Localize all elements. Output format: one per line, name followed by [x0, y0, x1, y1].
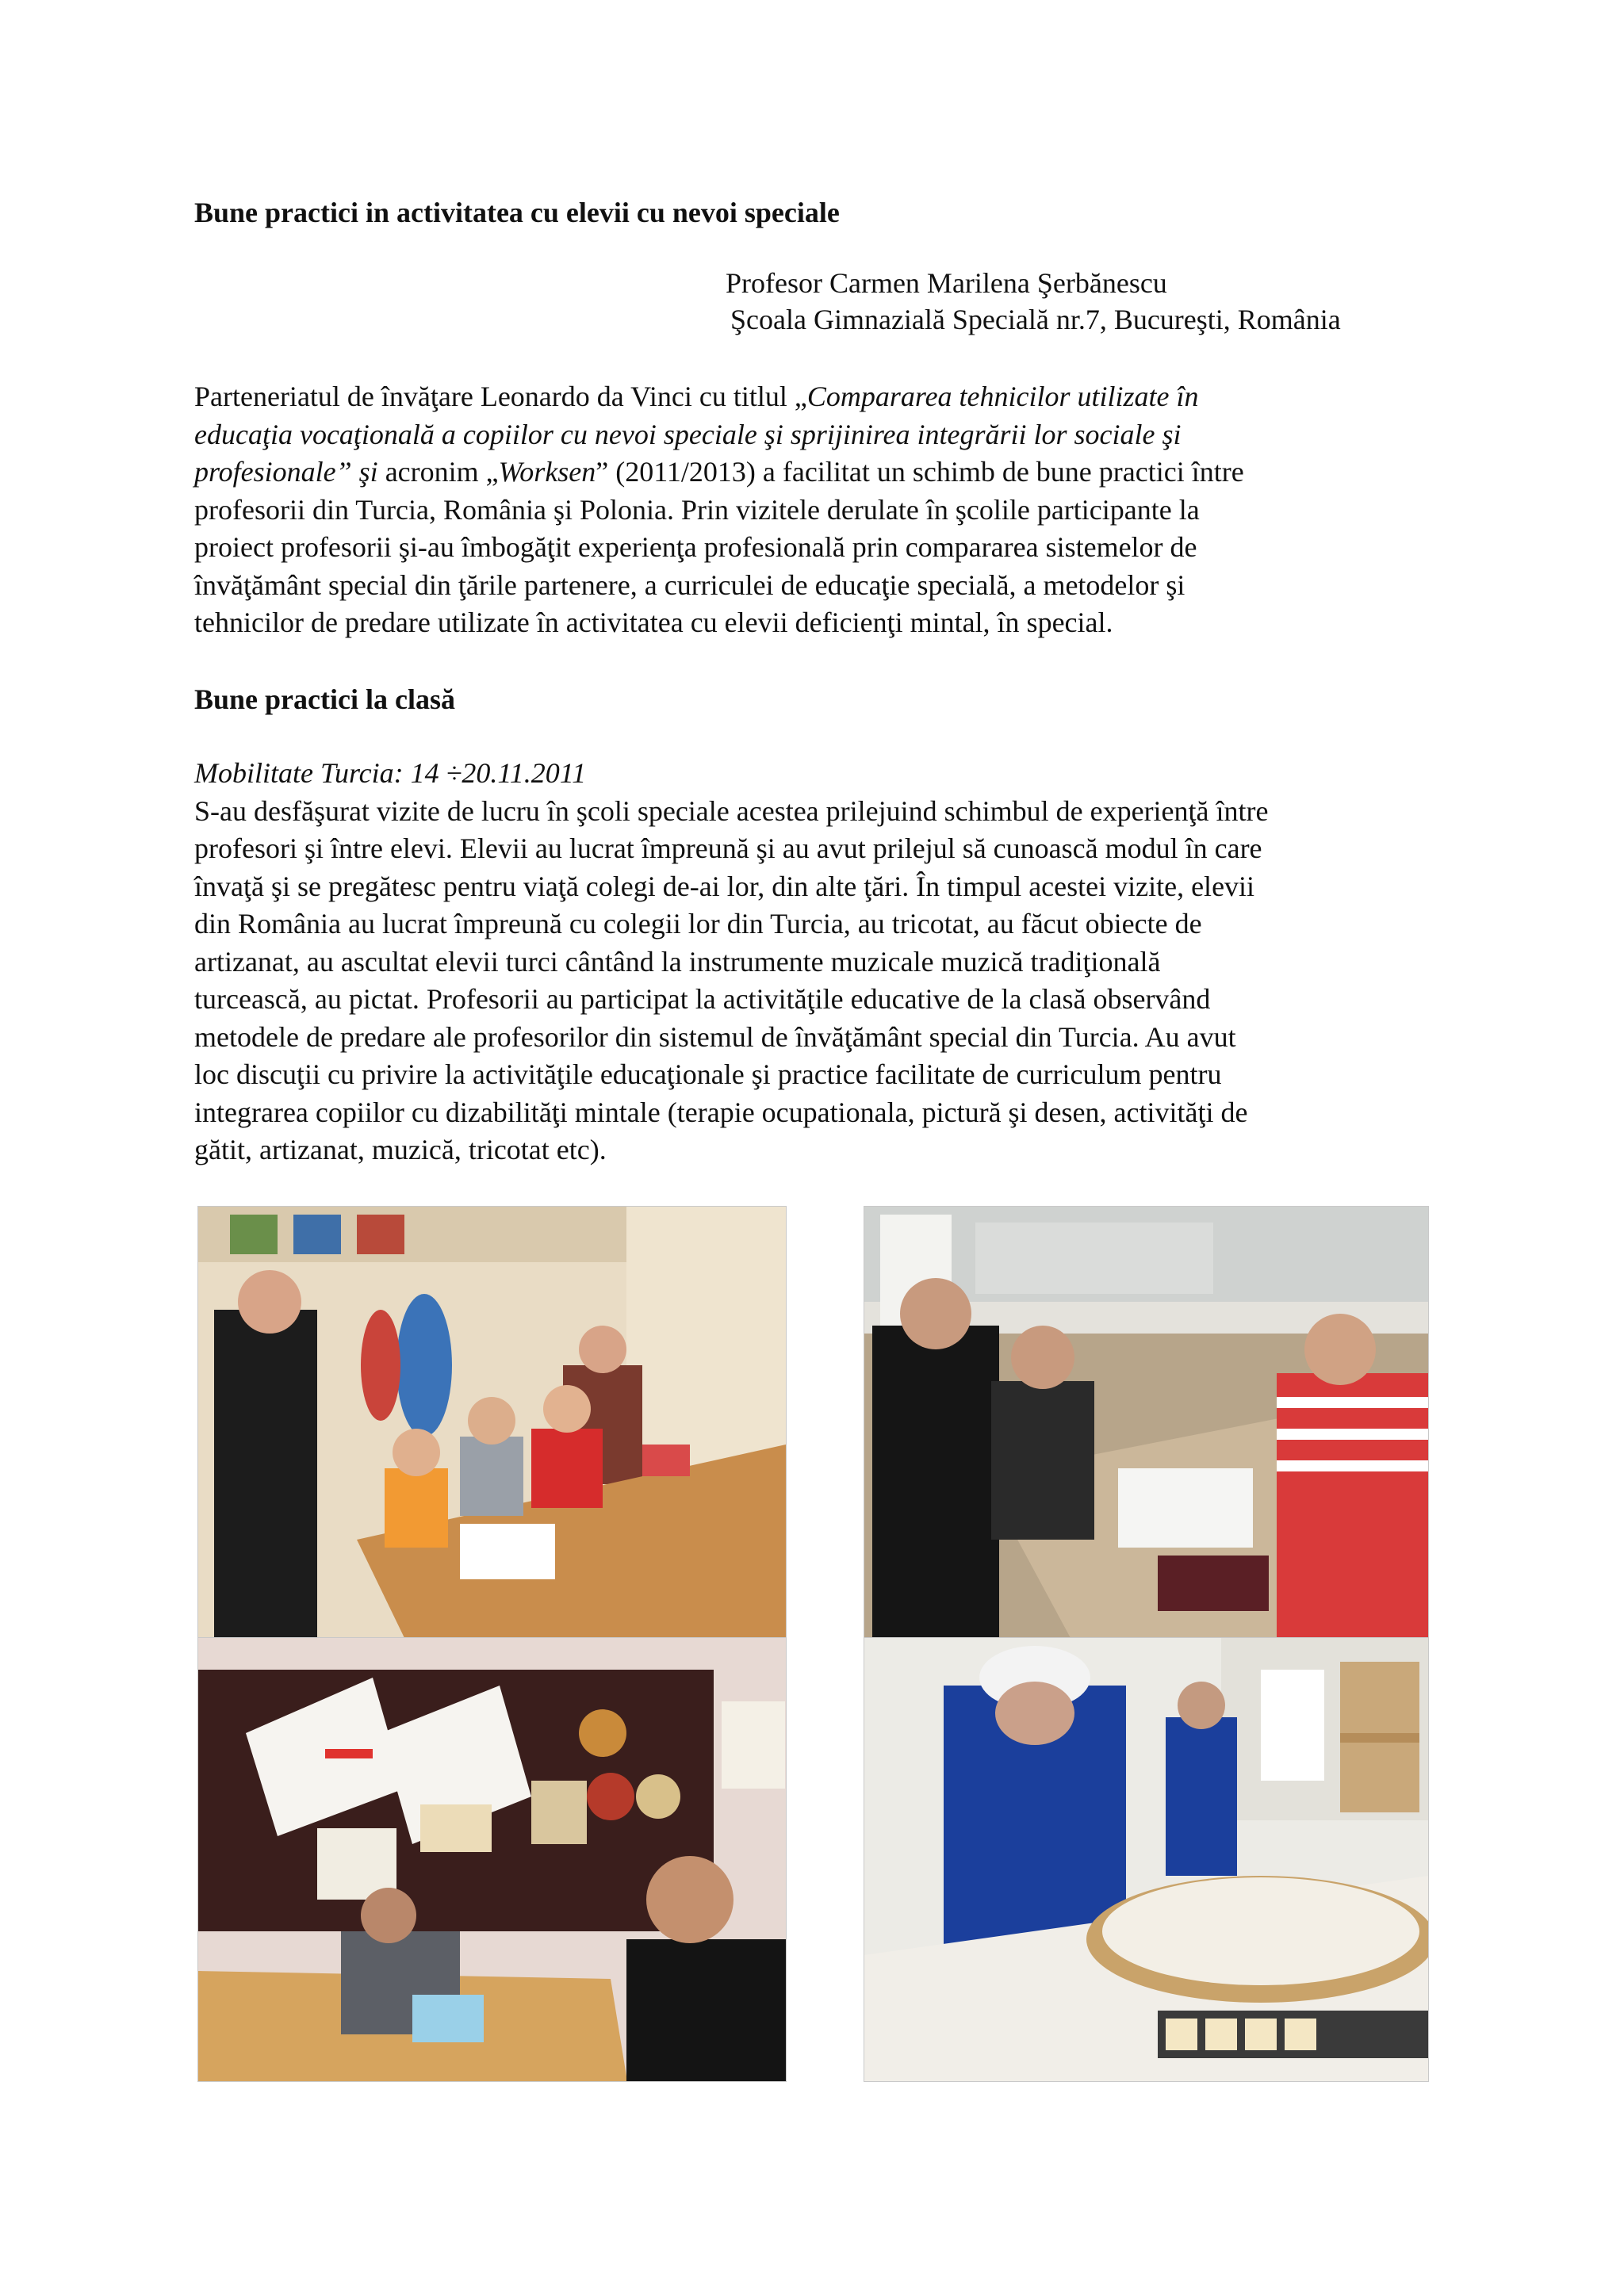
mobility-title: Mobilitate Turcia: 14 ÷20.11.2011 — [194, 757, 587, 789]
intro-line: învăţământ special din ţările partenere, a curriculei de educaţie specială, a metodelor şi — [194, 568, 1185, 601]
photo-students-tables — [864, 1206, 1429, 1639]
intro-line: profesorii din Turcia, România şi Polonia. Prin vizitele derulate în şcolile participante la — [194, 493, 1200, 526]
photo-cooking-activity — [864, 1637, 1429, 2082]
intro-line: Parteneriatul de învăţare Leonardo da Vinci cu titlul „Compararea tehnicilor utilizate în — [194, 381, 1199, 412]
mobility-line: S-au desfăşurat vizite de lucru în şcoli speciale acestea prilejuind schimbul de experienţă între — [194, 794, 1269, 827]
mobility-line: gătit, artizanat, muzică, tricotat etc). — [194, 1134, 607, 1165]
intro-line: proiect profesorii şi-au îmbogăţit experienţa profesională prin compararea sistemelor de — [194, 531, 1197, 563]
section-heading: Bune practici la clasă — [194, 683, 455, 715]
mobility-paragraph — [194, 755, 1463, 1169]
mobility-line: metodele de predare ale profesorilor din sistemul de învăţământ special din Turcia. Au avut — [194, 1020, 1236, 1053]
intro-paragraph — [194, 378, 1463, 642]
mobility-line: integrarea copiilor cu dizabilităţi mintale (terapie ocupationala, pictură şi desen, activităţi de — [194, 1096, 1248, 1128]
mobility-line: artizanat, au ascultat elevii turci cântând la instrumente muzicale muzică tradiţională — [194, 945, 1161, 978]
document-title: Bune practici in activitatea cu elevii cu nevoi speciale — [194, 197, 840, 228]
intro-line: educaţia vocaţională a copiilor cu nevoi speciale şi sprijinirea integrării lor sociale şi — [194, 418, 1182, 450]
intro-line: tehnicilor de predare utilizate în activitatea cu elevii deficienţi mintal, în special. — [194, 607, 1113, 638]
mobility-line: din România au lucrat împreună cu colegii lor din Turcia, au tricotat, au făcut obiecte de — [194, 908, 1202, 939]
photo-classroom-crafts — [197, 1206, 787, 1639]
mobility-line: profesori şi între elevi. Elevii au lucrat împreună şi au avut prilejul să cunoască modul în care — [194, 832, 1262, 864]
mobility-line: învaţă şi se pregătesc pentru viaţă colegi de-ai lor, din alte ţări. În timpul acestei vizite, elevii — [194, 870, 1255, 902]
author-name: Profesor Carmen Marilena Şerbănescu — [726, 267, 1167, 299]
mobility-line: loc discuţii cu privire la activităţile educaţionale şi practice facilitate de curriculum pentru — [194, 1058, 1222, 1090]
intro-line: profesionale” şi acronim „Worksen” (2011/2013) a facilitat un schimb de bune practici între — [194, 456, 1244, 488]
mobility-line: turcească, au pictat. Profesorii au participat la activităţile educative de la clasă observând — [194, 983, 1211, 1015]
photo-crafts-display — [197, 1637, 787, 2082]
author-school: Şcoala Gimnazială Specială nr.7, Bucureşti, România — [730, 304, 1341, 335]
